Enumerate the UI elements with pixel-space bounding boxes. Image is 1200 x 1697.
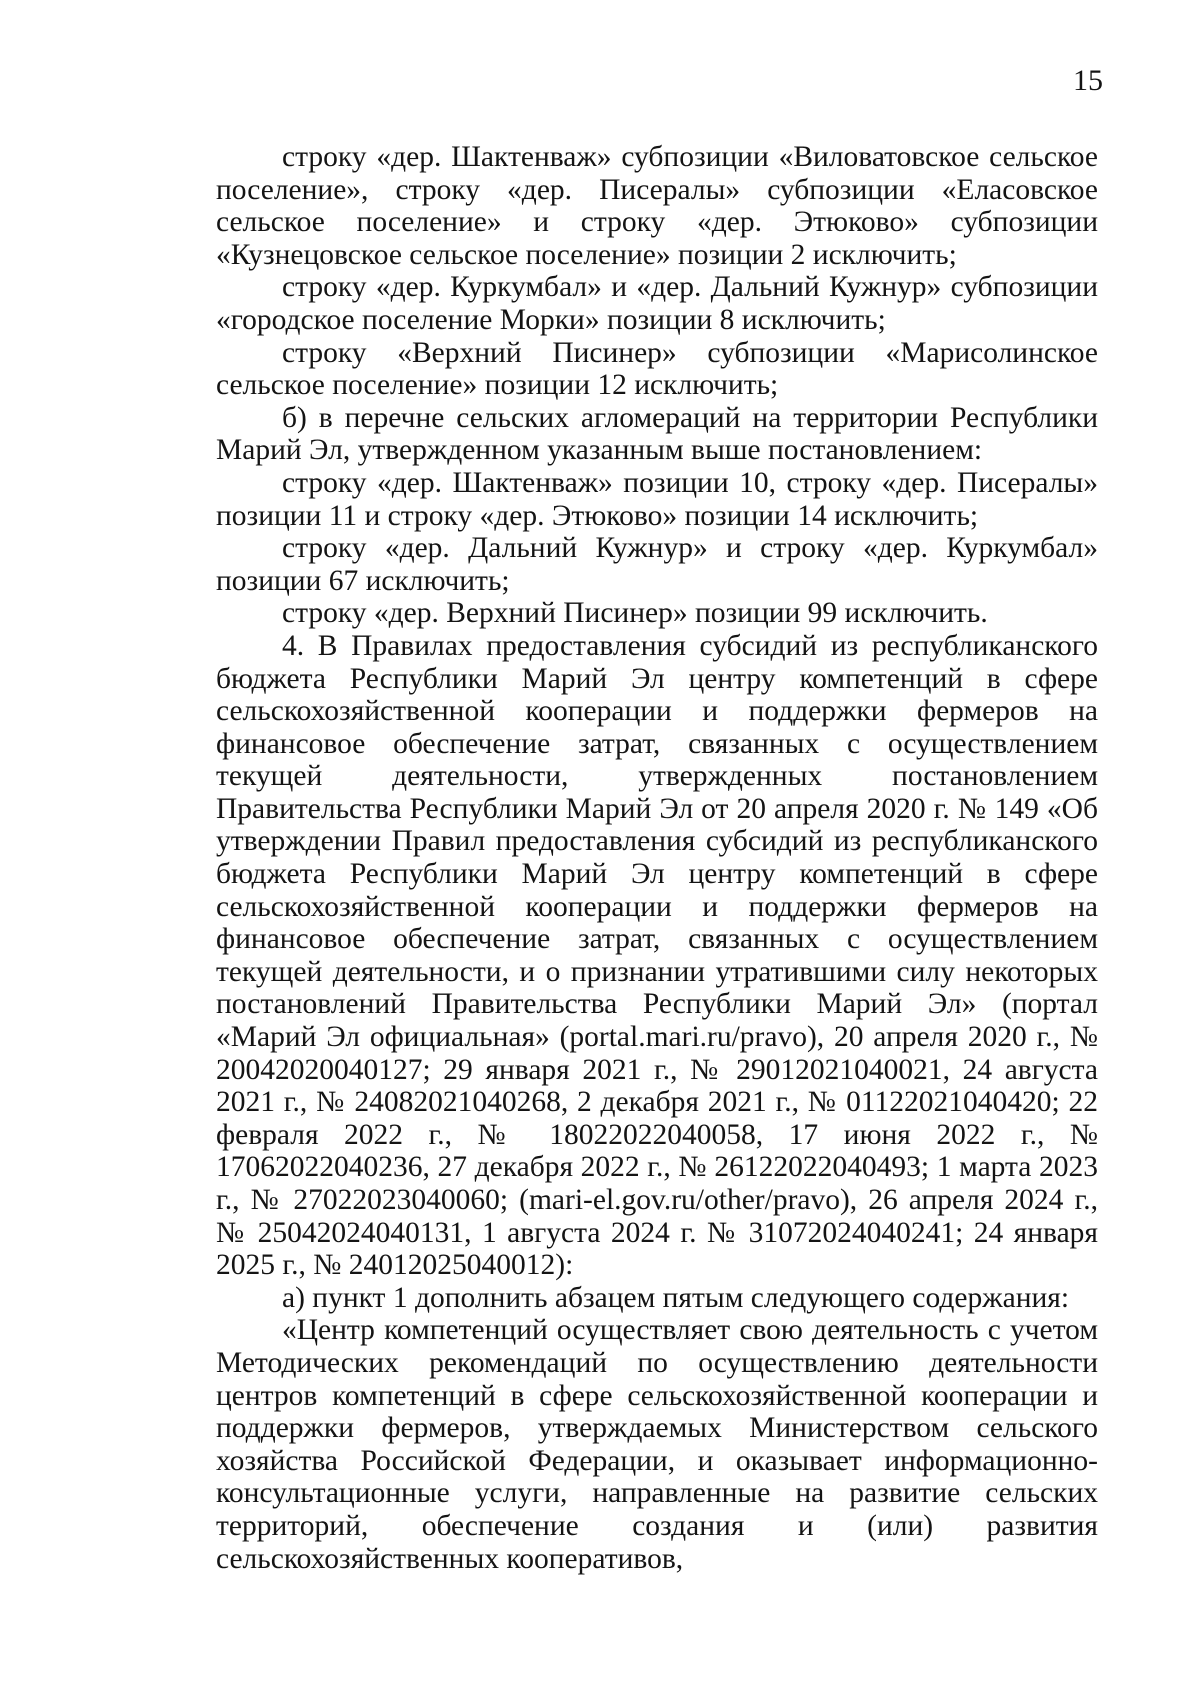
paragraph: 4. В Правилах предоставления субсидий из республиканского бюджета Республики Марий Эл центру компетенций в сфере сельскохозяйственной кооперации и поддержки фермеров на финансовое обеспечение затрат, связанных с осуществлением текущей деятельности, утвержденных постановлением Правительства Республики Марий Эл от 20 апреля 2020 г. № 149 «Об утверждении Правил предоставления субсидий из республиканского бюджета Республики Марий Эл центру компетенций в сфере сельскохозяйственной кооперации и поддержки фермеров на финансовое обеспечение затрат, связанных с осуществлением текущей деятельности, и о признании утратившими силу некоторых постановлений Правительства Республики Марий Эл» (портал «Марий Эл официальная» (portal.mari.ru/pravo), 20 апреля 2020 г., № 20042020040127; 29 января 2021 г., № 29012021040021, 24 августа 2021 г., № 24082021040268, 2 декабря 2021 г., № 01122021040420; 22 февраля 2022 г., № 18022022040058, 17 июня 2022 г., № 17062022040236, 27 декабря 2022 г., № 26122022040493; 1 марта 2023 г., № 27022023040060; (mari-el.gov.ru/other/pravo), 26 апреля 2024 г., № 25042024040131, 1 августа 2024 г. № 31072024040241; 24 января 2025 г., № 24012025040012): <box>216 629 1098 1282</box>
page-number: 15 <box>1073 64 1103 97</box>
paragraph: строку «дер. Дальний Кужнур» и строку «дер. Куркумбал» позиции 67 исключить; <box>216 532 1098 597</box>
paragraph: строку «Верхний Писинер» субпозиции «Марисолинское сельское поселение» позиции 12 исключить; <box>216 336 1098 402</box>
paragraph: а) пункт 1 дополнить абзацем пятым следующего содержания: <box>282 1281 1070 1314</box>
paragraph: строку «дер. Верхний Писинер» позиции 99 исключить. <box>282 597 988 630</box>
paragraph: строку «дер. Шактенваж» субпозиции «Виловатовское сельское поселение», строку «дер. Писералы» субпозиции «Еласовское сельское поселение» и строку «дер. Этюково» субпозиции «Кузнецовское сельское поселение» позиции 2 исключить; <box>216 141 1098 271</box>
paragraph: «Центр компетенций осуществляет свою деятельность с учетом Методических рекомендаций по осуществлению деятельности центров компетенций в сфере сельскохозяйственной кооперации и поддержки фермеров, утверждаемых Министерством сельского хозяйства Российской Федерации, и оказывает информационно-консультационные услуги, направленные на развитие сельских территорий, обеспечение создания и (или) развития сельскохозяйственных кооперативов, <box>216 1314 1098 1575</box>
paragraph: б) в перечне сельских агломераций на территории Республики Марий Эл, утвержденном указанным выше постановлением: <box>216 401 1098 467</box>
document-body <box>216 141 1098 1575</box>
paragraph: строку «дер. Шактенваж» позиции 10, строку «дер. Писералы» позиции 11 и строку «дер. Этюково» позиции 14 исключить; <box>216 466 1098 532</box>
paragraph: строку «дер. Куркумбал» и «дер. Дальний Кужнур» субпозиции «городское поселение Морки» позиции 8 исключить; <box>216 271 1098 336</box>
